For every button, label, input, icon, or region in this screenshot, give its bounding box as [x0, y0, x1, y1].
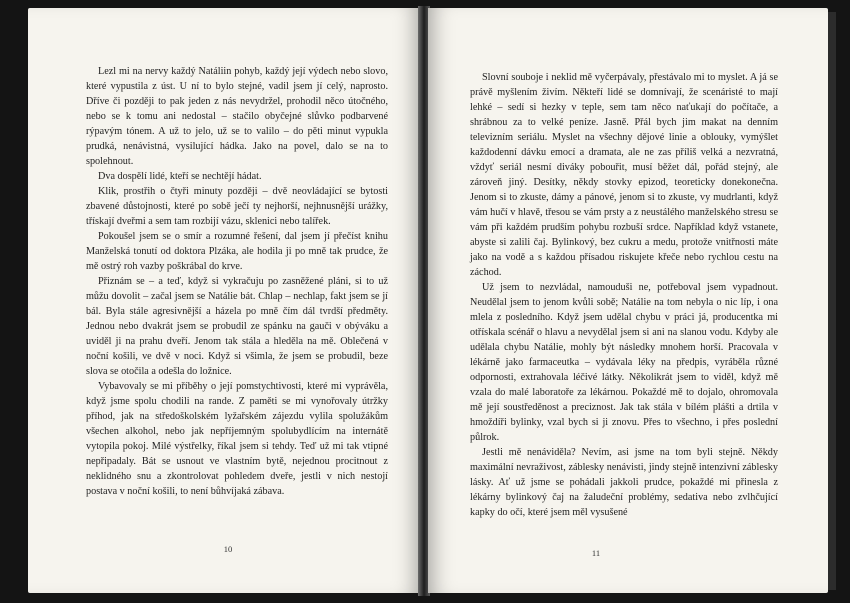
paragraph: Lezl mi na nervy každý Natáliin pohyb, každý její výdech nebo slovo, které vypustila z úst. U ní to bylo stejné, vadil jsem jí celý, naprosto. Dříve či později to pak jeden z nás nevydržel, prohodil něco útočného, nebo se k tomu ani nedostal – stačilo obyčejné slůvko podbarvené rýpavým tónem. A už to jelo, už se to valilo – do pěti minut vypukla prudká, nenávistná, vysilující hádka. Jako na povel, dalo se na to spolehnout. — [86, 66, 388, 167]
page-number-right: 11 — [591, 548, 601, 558]
paragraph: Přiznám se – a teď, když si vykračuju po zasněžené pláni, si to už můžu dovolit – začal jsem se Natálie bát. Chlap – nechlap, fakt jsem se jí bál. Byla stále agresivnější a házela po mně čím dál tvrdší předměty. Jednou nebo dvakrát jsem se probudil ze spánku na gauči v obýváku a uviděl ji na prahu dveří. Jenom tak stála a hleděla na mě. Oblečená v noční košili, ve dvě v noci. Když si všimla, že jsem se probudil, beze slova se otočila a odešla do ložnice. — [86, 276, 388, 377]
paragraph: Slovní souboje i neklid mě vyčerpávaly, přestávalo mi to myslet. A já se právě myšlením živím. Někteří lidé se domnívají, že scenáristé to mají lehké – sedí si hezky v teple, sem tam něco naťukají do počítače, a shrábnou za to velké peníze. Jasně. Přál bych jim makat na denním televizním seriálu. Myslet na všechny dějové linie a oblouky, vymýšlet každodenní dávku emocí a dramata, ale ne zas příliš velká a nezvratná, vždyť seriál nesmí diváky pobouřit, musí běžet dál, pořád stejný, ale zároveň jiný. Desítky, někdy stovky epizod, teoreticky donekonečna. Jenom si to zkuste, dámy a pánové, jenom si to zkuste, vy mudrlanti, když vám hučí v hlavě, třesou se vám prsty a z neustálého manželského stresu se vám při každém prudším pohybu rozbuší srdce. Například když vstanete, abyste si zalili čaj. Bylinkový, bez cukru a medu, protože vnitřnosti máte jako na vodě a s každou přísadou riskujete křeče nebo rychlou cestu na záchod. — [470, 72, 778, 278]
paragraph: Klik, prostřih o čtyři minuty později – dvě neovládající se bytosti zbavené důstojnosti, které po sobě ječí ty nejhorší, nejhnusnější urážky, třískají dveřmi a sem tam rozbijí vázu, sklenici nebo talířek. — [86, 186, 388, 227]
paragraph: Pokoušel jsem se o smír a rozumné řešení, dal jsem jí přečíst knihu Manželská tonutí od doktora Plzáka, ale hodila ji po mně tak prudce, že mě ostrý roh vazby poškrábal do krve. — [86, 231, 388, 272]
page-number-left: 10 — [223, 544, 233, 554]
book-edge — [828, 12, 836, 590]
paragraph: Dva dospělí lidé, kteří se nechtějí hádat. — [98, 171, 262, 182]
paragraph: Už jsem to nezvládal, namouduši ne, potřeboval jsem vypadnout. Neudělal jsem to jenom kvůli sobě; Natálie na tom nebyla o nic líp, i ona mlela z posledního. Když jsem udělal chybu v práci já, producentka mi otřískala scénář o hlavu a nevydělal jsem si ani na slanou vodu. Kdyby ale udělala chybu Natálie, mohly být následky mnohem horší. Pracovala v lékárně jako farmaceutka – vydávala léky na předpis, vyráběla různé odpornosti, extrahovala léčivé látky. Několikrát jsem to viděl, když mě vzala do malé laboratoře za lékárnou. Pokaždé mě to dojalo, ohromovala mě její soustředěnost a preciznost. Jak tak stála v bílém plášti a drtila v hmoždíři bylinky, vzal bych si ji znovu. Přes to všechno, i přes poslední půlrok. — [470, 282, 778, 443]
paragraph: Jestli mě nenáviděla? Nevím, asi jsme na tom byli stejně. Někdy maximální nevraživost, záblesky nenávisti, jindy stejně intenzivní záblesky lásky. Ať už jsme se pohádali jakkoli prudce, pokaždé mi přinesla z lékárny bylinkový čaj na žaludeční problémy, sedativa nebo zvlhčující kapky do očí, které jsem měl vysušené — [470, 447, 778, 518]
right-page-text — [470, 70, 778, 520]
left-page-text — [86, 64, 388, 499]
paragraph: Vybavovaly se mi příběhy o její pomstychtivosti, které mi vyprávěla, když jsme spolu chodili na rande. Z paměti se mi vynořovaly útržky příhod, jak na středoškolském lyžařském zájezdu vylila spolužákům všechen alkohol, nebo jak nepříjemným spolubydlícím na internátě vytopila pokoj. Milé výstřelky, říkal jsem si tehdy. Teď už mi tak vtipné nepřipadaly. Bát se usnout ve vlastním bytě, nejednou procitnout z neklidného snu a zkontrolovat pohledem dveře, jestli v nich nestojí postava v noční košili, to není bůhvíjaká zábava. — [86, 381, 388, 497]
